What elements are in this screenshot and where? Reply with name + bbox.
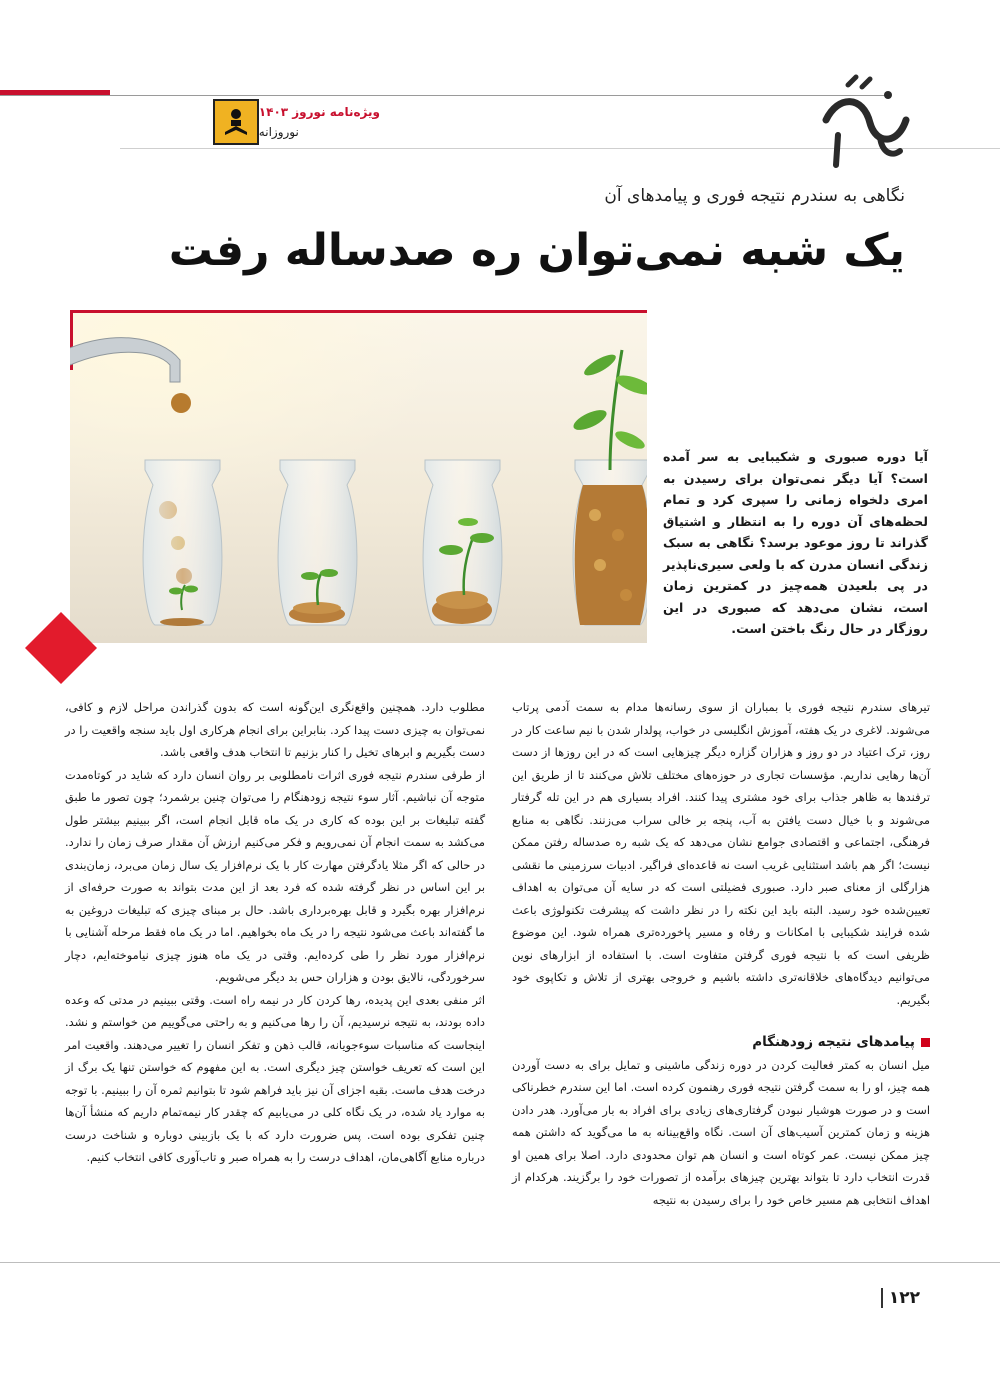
paragraph: میل انسان به کمتر فعالیت کردن در دوره زندگی ماشینی و تمایل برای به دست آوردن همه چیز، او را به سمت گرفتن نتیجه فوری رهنمون کرده است. اما این سندرم خطرناکی است و در صورت هوشیار نبودن گرفتاری‌های زیادی برای افراد به بار می‌آورد. هدر دادن هزینه و زمان کمترین آسیب‌های آن است. نگاه واقع‌بینانه به ما می‌گوید که داشتن همه چیز ممکن نیست. عمر کوتاه است و انسان هم توان محدودی دارد. اصلا برای همین او قدرت انتخاب دارد تا بتواند بهترین چیزهای برآمده از تصورات خود را برگزیند. هرکدام از اهداف انتخابی هم مسیر خاص خود را برای رسیدن به نتیجه bbox=[512, 1057, 930, 1207]
red-square-bullet-icon bbox=[921, 1038, 930, 1047]
red-diamond-ornament bbox=[25, 612, 97, 684]
column-left bbox=[65, 696, 485, 1169]
article-title: یک شبه نمی‌توان ره صدساله رفت bbox=[168, 225, 905, 276]
subheading-text: پیامدهای نتیجه زودهنگام bbox=[752, 1034, 915, 1050]
column-right bbox=[512, 696, 930, 1211]
reading-person-icon bbox=[213, 99, 259, 145]
masthead bbox=[120, 92, 380, 152]
paragraph: مطلوب دارد. همچنین واقع‌نگری این‌گونه است که بدون گذراندن مراحل لازم و کافی، نمی‌توان به چیزی دست پیدا کرد. بنابراین برای انجام هرکاری اول باید سنجه واقعیت را در دست بگیریم و ابرهای تخیل را کنار بزنیم تا انتخاب هدف واقعی باشد. bbox=[65, 700, 485, 759]
paragraph: اثر منفی بعدی این پدیده، رها کردن کار در نیمه راه است. وقتی ببینیم در مدتی که وعده داده بودند، به نتیجه نرسیدیم، آن را رها می‌کنیم و به راحتی می‌گوییم من خواستم و نشد. اینجاست که مناسبات سوء‌جویانه، قالب ذهن و تفکر انسان را تغییر می‌دهند. واقعیت امر این است که تعریف خواستن چیز دیگری است. به این مفهوم که خواستن تنها یک برگ از درخت هدف ماست. بقیه اجزای آن نیز باید فراهم شود تا بتوانیم ثمره آن را ببینیم. با توجه به موارد یاد شده، در یک نگاه کلی در می‌یابیم که چقدر کار نیمه‌تمام داریم که منشأ آن‌ها چنین تفکری بوده است. پس ضرورت دارد که با یک بازبینی دوباره و شناخت درست درباره منابع آگاهی‌مان، اهداف درست را به همراه صبر و تاب‌آوری کافی انتخاب کنیم. bbox=[65, 992, 485, 1164]
article-kicker: نگاهی به سندرم نتیجه فوری و پیامدهای آن bbox=[604, 186, 905, 206]
hero-image-coin-jars bbox=[70, 310, 647, 643]
section-subheading bbox=[512, 1031, 930, 1054]
page-number: ۱۲۲ bbox=[881, 1288, 920, 1308]
issue-label: ویژه‌نامه نوروز ۱۴۰۳ bbox=[258, 105, 380, 119]
paragraph: تیرهای سندرم نتیجه فوری با بمباران از سوی رسانه‌ها مدام به سمت آدمی پرتاب می‌شوند. لاغری در یک هفته، آموزش انگلیسی در خواب، پولدار شدن با نیم ساعت کار در روز، ترک اعتیاد در دو روز و هزاران گزاره دیگر چیزهایی است که در این روزها از دست آن‌ها رهایی نداریم. مؤسسات تجاری در حوزه‌های مختلف تلاش می‌کنند تا از طریق این ترفندها به ظاهر جذاب برای خود مشتری پیدا کنند. افراد بسیاری هم در این تله گرفتار می‌شوند و با خیال دست یافتن به آب، پنجه بر خالی سراب می‌زنند. نگاهی به منابع فرهنگی، اجتماعی و اقتصادی جوامع نشان می‌دهد که یک شبه ره صدساله رفتن ممکن نیست؛ اگر هم باشد استثنایی غریب است نه قاعده‌ای فراگیر. ادبیات سرزمینی ما نقشی هزارگلی از معنای صبر دارد. صبوری فضیلتی است که در سایه آن می‌توان به اهداف تعیین‌شده خود رسید. البته باید این نکته را در نظر داشت که پیشرفت تکنولوژی باعث شده فرایند شکیبایی با امکانات و رفاه و مسیر پاخورده‌تری همراه شود. این موضوع ظریفی است که با نتیجه فوری گرفتن متفاوت است. با استفاده از ابزارهای نوین می‌توانیم دیدگاه‌های خلاقانه‌تری داشته باشیم و خروجی بهتری از تلاش و تکاپوی خود بگیریم. bbox=[512, 700, 930, 1007]
section-label: نوروزانه bbox=[258, 125, 299, 139]
magazine-logo bbox=[818, 65, 913, 175]
article-lead: آیا دوره صبوری و شکیبایی به سر آمده است؟ آیا دیگر نمی‌توان برای رسیدن به امری دلخواه زمانی را سپری کرد و تمام لحظه‌های آن دوره را به انتظار و اشتیاق گذراند تا روز موعود برسد؟ نگاهی به سبک زندگی انسان مدرن که با ولعی سیری‌ناپذیر در پی بلعیدن همه‌چیز در کمترین زمان است، نشان می‌دهد که صبوری در این روزگار در حال رنگ باختن است. bbox=[663, 449, 928, 636]
paragraph: از طرفی سندرم نتیجه فوری اثرات نامطلوبی بر روان انسان دارد که شاید در کوتاه‌مدت متوجه آن نباشیم. آثار سوء نتیجه زودهنگام را می‌توان چنین برشمرد؛ چون تصور ما طبق گفته تبلیغات بر این بوده که کاری در یک ماه قابل انجام است، اگر ببینیم بیشتر طول می‌کشد به سمت انجام آن نمی‌رویم و فکر می‌کنیم ارزش آن مقدار صرف زمان را ندارد. در حالی که اگر مثلا یادگرفتن مهارت کار با یک نرم‌افزار یک سال زمان می‌برد، زمان‌بندی بر این اساس در نظر گرفته شده که فرد بعد از این مدت بتواند به صورت حرفه‌ای از نرم‌افزار بهره بگیرد و قابل بهره‌برداری باشد. حال بر مبنای چیزی که تبلیغات دروغین به ما گفته‌اند باعث می‌شود نتیجه را در یک ماه بخواهیم. اما در یک ماه فقط مرحله آشنایی با نرم‌افزار مورد نظر را طی کرده‌ایم. وقتی در یک ماه هنوز چیزی نیاموخته‌ایم، دچار سرخوردگی، نالایق بودن و هزاران حس بد دیگر می‌شویم. bbox=[65, 767, 485, 984]
brand-color-bar bbox=[0, 90, 110, 165]
footer-rule bbox=[0, 1262, 1000, 1263]
